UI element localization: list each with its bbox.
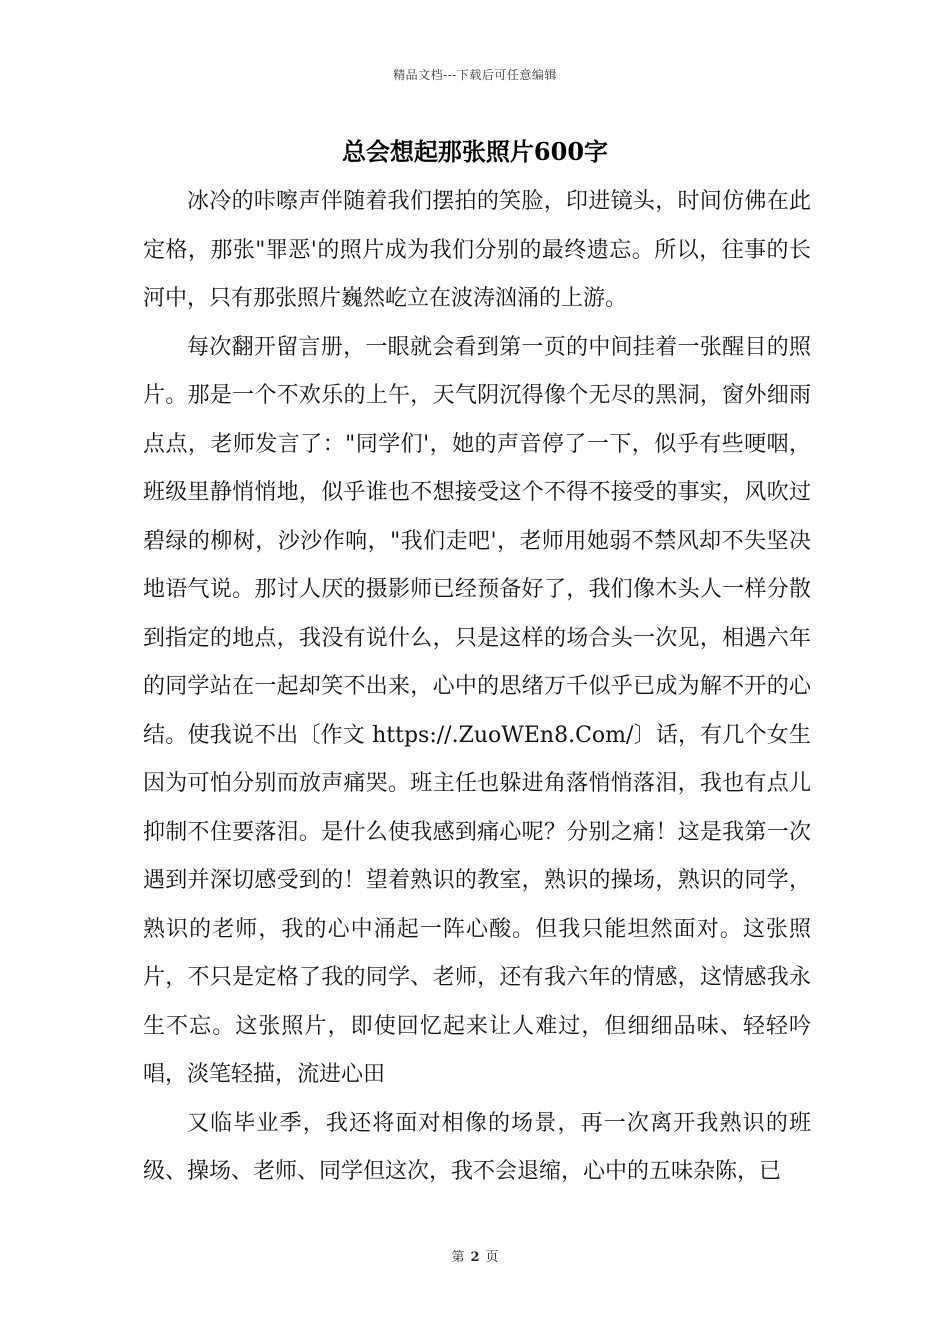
paragraph-3: 又临毕业季，我还将面对相像的场景，再一次离开我熟识的班级、操场、老师、同学但这次，我不会退缩，心中的五味杂陈，已 bbox=[143, 1110, 811, 1184]
page-prefix: 第 bbox=[451, 1250, 465, 1265]
paragraph-1: 冰冷的咔嚓声伴随着我们摆拍的笑脸，印进镜头，时间仿佛在此定格，那张"罪恶'的照片成为我们分别的最终遗忘。所以，往事的长河中，只有那张照片巍然屹立在波涛汹涌的上游。 bbox=[143, 189, 811, 311]
document-header: 精品文档---下载后可任意编辑 bbox=[393, 68, 557, 82]
document-body bbox=[143, 178, 811, 1197]
page-footer bbox=[0, 1246, 950, 1265]
paragraph-2: 每次翻开留言册，一眼就会看到第一页的中间挂着一张醒目的照片。那是一个不欢乐的上午，天气阴沉得像个无尽的黑洞，窗外细雨点点，老师发言了："同学们'，她的声音停了一下，似乎有些哽咽，班级里静悄悄地，似乎谁也不想接受这个不得不接受的事实，风吹过碧绿的柳树，沙沙作响，"我们走吧'，老师用她弱不禁风却不失坚决地语气说。那讨人厌的摄影师已经预备好了，我们像木头人一样分散到指定的地点，我没有说什么，只是这样的场合头一次见，相遇六年的同学站在一起却笑不出来，心中的思绪万千似乎已成为解不开的心结。使我说不出〔作文 https://.ZuoWEn8.Com/〕话，有几个女生因为可怕分别而放声痛哭。班主任也躲进角落悄悄落泪，我也有点儿抑制不住要落泪。是什么使我感到痛心呢？分别之痛！这是我第一次遇到并深切感受到的！望着熟识的教室，熟识的操场，熟识的同学，熟识的老师，我的心中涌起一阵心酸。但我只能坦然面对。这张照片，不只是定格了我的同学、老师，还有我六年的情感，这情感我永生不忘。这张照片，即使回忆起来让人难过，但细细品味、轻轻吟唱，淡笔轻描，流进心田 bbox=[143, 334, 811, 1087]
page-suffix: 页 bbox=[485, 1250, 499, 1265]
document-title: 总会想起那张照片600字 bbox=[341, 137, 609, 166]
page-number: 2 bbox=[470, 1250, 480, 1265]
